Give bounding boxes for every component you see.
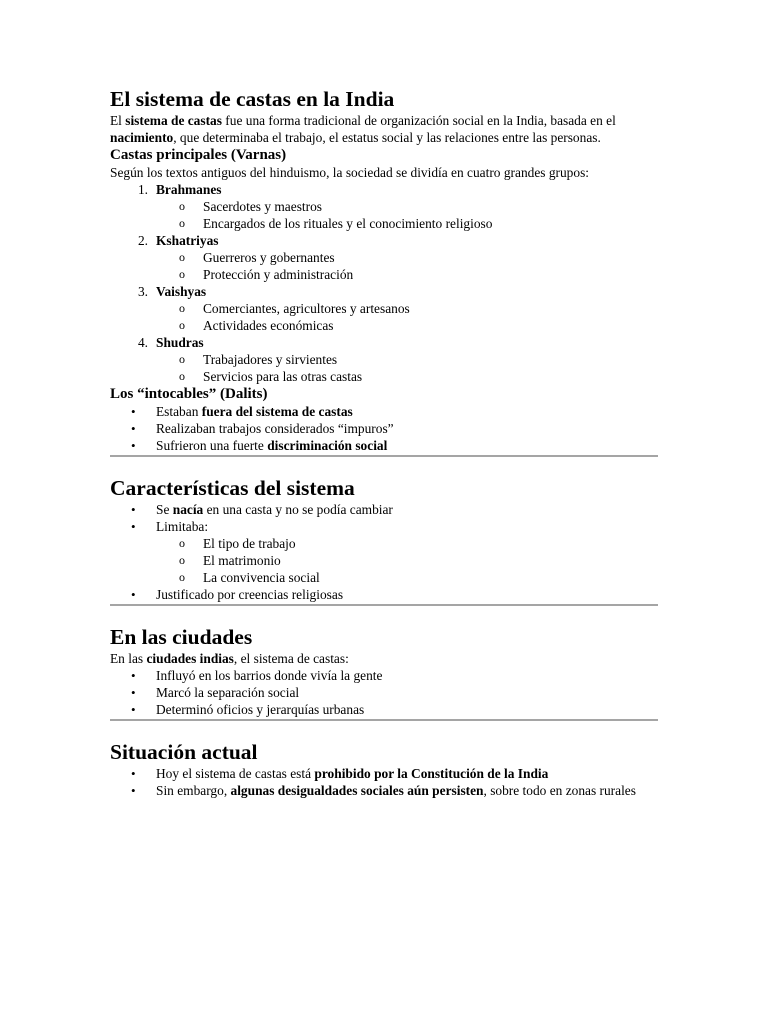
- caracteristicas-list: [110, 501, 650, 603]
- varna-subitem: o Actividades económicas: [179, 318, 334, 333]
- varna-item: 4. Shudras: [137, 335, 204, 350]
- list-subitem: o El tipo de trabajo: [179, 536, 296, 551]
- varnas-list: [110, 181, 650, 385]
- varna-subitem: o Protección y administración: [179, 267, 354, 282]
- document-page: [110, 86, 650, 799]
- varnas-intro: Según los textos antiguos del hinduismo, la sociedad se dividía en cuatro grandes grupos:: [110, 165, 590, 180]
- varna-subitem: o Guerreros y gobernantes: [179, 250, 335, 265]
- list-subitem: o El matrimonio: [179, 553, 281, 568]
- list-item: • Realizaban trabajos considerados “impuros”: [131, 421, 394, 436]
- ciudades-list: [110, 667, 650, 718]
- section-divider: [110, 719, 658, 721]
- actual-heading: Situación actual: [110, 740, 258, 764]
- dalits-list: [110, 403, 650, 454]
- varna-item: 1. Brahmanes: [137, 182, 222, 197]
- varna-subitem: o Encargados de los rituales y el conocimiento religioso: [179, 216, 493, 231]
- varna-subitem: o Sacerdotes y maestros: [179, 199, 322, 214]
- ciudades-heading: En las ciudades: [110, 625, 253, 649]
- list-item: • Se nacía en una casta y no se podía cambiar: [131, 502, 393, 517]
- varnas-heading: Castas principales (Varnas): [110, 147, 287, 163]
- varna-subitem: o Servicios para las otras castas: [179, 369, 363, 384]
- dalits-heading: Los “intocables” (Dalits): [110, 386, 268, 402]
- list-item: • Marcó la separación social: [131, 685, 300, 700]
- list-item: • Limitaba:: [131, 519, 209, 534]
- list-item: • Sin embargo, algunas desigualdades sociales aún persisten, sobre todo en zonas rurales: [131, 783, 636, 798]
- list-item: • Estaban fuera del sistema de castas: [131, 404, 353, 419]
- varna-item: 3. Vaishyas: [137, 284, 207, 299]
- varna-subitem: o Comerciantes, agricultores y artesanos: [179, 301, 410, 316]
- page-title: El sistema de castas en la India: [110, 87, 395, 111]
- list-item: • Sufrieron una fuerte discriminación social: [131, 438, 388, 453]
- intro-paragraph: El sistema de castas fue una forma tradicional de organización social en la India, basada en el nacimiento, que determinaba el trabajo, el estatus social y las relaciones entre las personas.: [110, 113, 616, 145]
- list-item: • Hoy el sistema de castas está prohibido por la Constitución de la India: [131, 766, 549, 781]
- list-subitem: o La convivencia social: [179, 570, 320, 585]
- varna-item: 2. Kshatriyas: [137, 233, 219, 248]
- varna-subitem: o Trabajadores y sirvientes: [179, 352, 338, 367]
- ciudades-intro: En las ciudades indias, el sistema de castas:: [110, 651, 349, 666]
- caracteristicas-heading: Características del sistema: [110, 476, 355, 500]
- list-item: • Influyó en los barrios donde vivía la gente: [131, 668, 383, 683]
- actual-list: [110, 765, 650, 799]
- list-item: • Justificado por creencias religiosas: [131, 587, 344, 602]
- section-divider: [110, 455, 658, 457]
- section-divider: [110, 604, 658, 606]
- list-item: • Determinó oficios y jerarquías urbanas: [131, 702, 365, 717]
